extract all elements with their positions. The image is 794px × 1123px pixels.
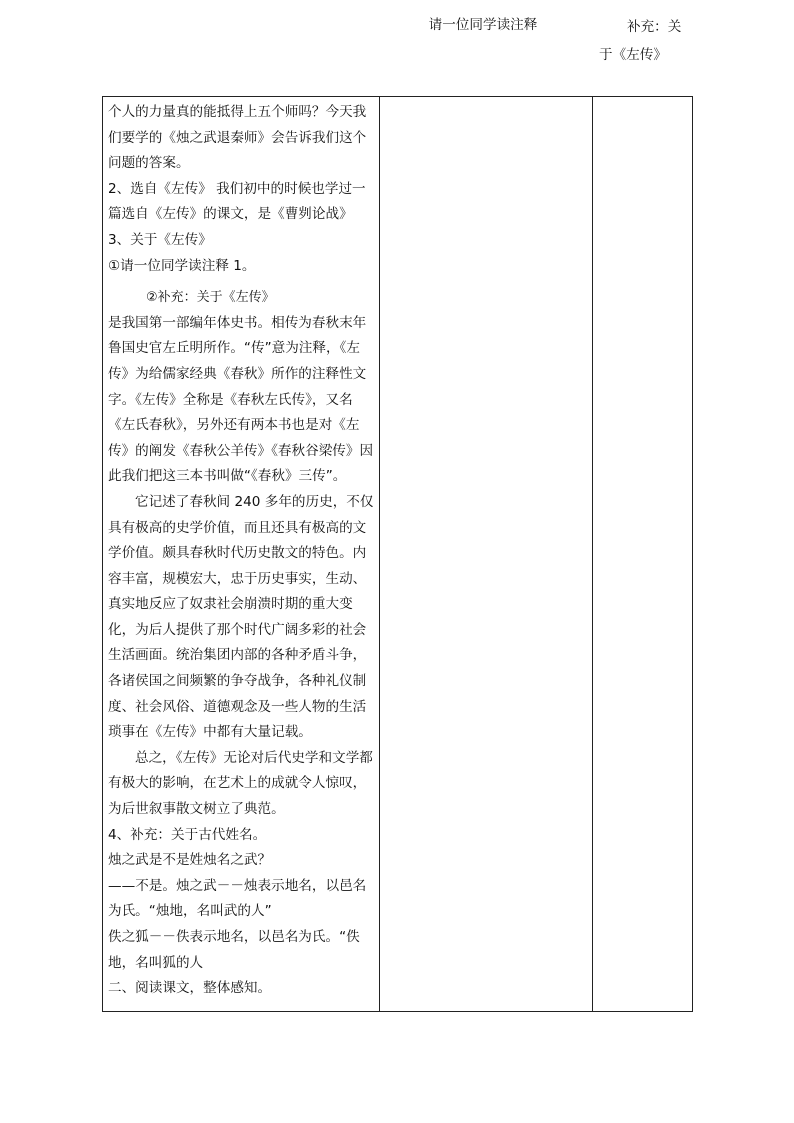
answer-yizhihu: 佚之狐－－佚表示地名，以邑名为氏。“佚地，名叫狐的人 [108, 929, 360, 971]
notes-text: 补充：关于《左传》 [599, 19, 682, 63]
paragraph-zuozhuan-value: 它记述了春秋间 240 多年的历史，不仅具有极高的史学价值，而且还具有极高的文学价值。颇具春秋时代历史散文的特色。内容丰富，规模宏大，忠于历史事实，生动、真实地反应了奴隶社会崩溃时期的重大变化，为后人提供了那个时代广阔多彩的社会生活画面。统治集团内部的各种矛盾斗争，各诸侯国之间频繁的争夺战争，各种礼仪制度、社会风俗、道德观念及一些人物的生活琐事在《左传》中都有大量记载。 [108, 493, 374, 741]
answer-zhuzhiwu: ——不是。烛之武－－烛表示地名，以邑名为氏。“烛地，名叫武的人” [108, 877, 367, 920]
item-read-note: ①请一位同学读注释 1。 [108, 257, 256, 274]
teaching-content [103, 97, 379, 1002]
heading-ancient-names: 4、补充：关于古代姓名。 [108, 826, 267, 843]
teaching-content-cell [103, 97, 380, 1012]
table-row [103, 97, 693, 1012]
heading-read-text: 二、阅读课文，整体感知。 [108, 980, 272, 997]
heading-about-zuozhuan: 3、关于《左传》 [108, 231, 212, 248]
question-zhuzhiwu-name: 烛之武是不是姓烛名之武？ [108, 852, 272, 869]
paragraph-zuozhuan-summary: 总之，《左传》无论对后代史学和文学都有极大的影响，在艺术上的成就令人惊叹，为后世叙事散文树立了典范。 [108, 749, 373, 818]
notes-cell [593, 19, 693, 1012]
item-supplement-zuozhuan: ②补充：关于《左传》 [146, 290, 275, 306]
student-activity-cell [380, 17, 593, 1012]
paragraph-zuozhuan-intro: 是我国第一部编年体史书。相传为春秋末年鲁国史官左丘明所作。“传”意为注释，《左传》为给儒家经典《春秋》所作的注释性文字。《左传》全称是《春秋左氏传》，又名《左氏春秋》，另外还有两本书也是对《左传》的阐发《春秋公羊传》《春秋谷梁传》因此我们把这三本书叫做“《春秋》三传”。 [108, 314, 374, 485]
lesson-plan-table [102, 17, 693, 1012]
student-activity-text: 请一位同学读注释 [428, 17, 538, 33]
paragraph-source: 2、选自《左传》 我们初中的时候也学过一篇选自《左传》的课文，是《曹刿论战》 [108, 180, 366, 223]
paragraph-intro-question: 个人的力量真的能抵得上五个师吗？今天我们要学的《烛之武退秦师》会告诉我们这个问题的答案。 [108, 104, 367, 172]
